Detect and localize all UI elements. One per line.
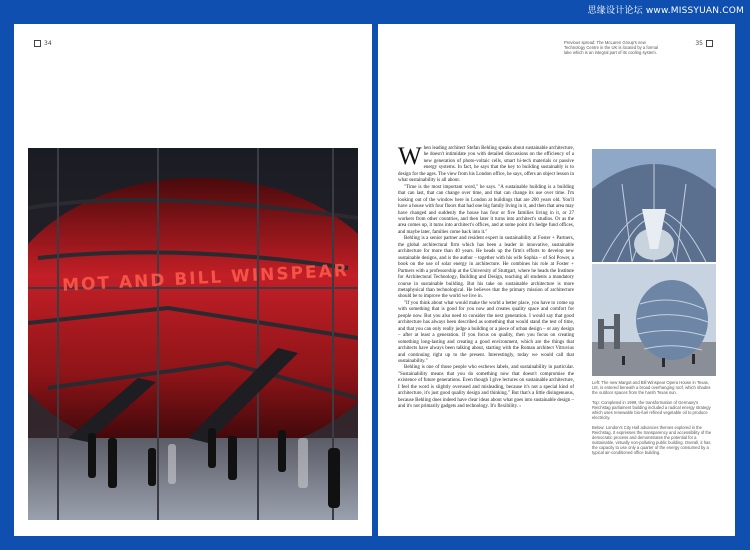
opera-house-signage: MOT AND BILL WINSPEAR — [61, 260, 350, 296]
article-paragraph: "Time is the most important word," he says. "A sustainable building is a building that can last, that can change over time, and that can change its use over time. I'm looking out of the window here in London at buildings that are 200 years old. You'll have a house with four floors that had one big family living in it, and then that area may have changed and suddenly the house has four or five families living in it, or 27 workers from other countries, and then later it turns into architect's studios. Or as the area comes up, it turns into architect's offices, and at some point it's hedge fund offices, and maybe later, families come back into it." — [398, 184, 574, 235]
opera-house-illustration — [28, 148, 358, 520]
opera-house-photo — [28, 148, 358, 520]
photo-captions — [592, 380, 716, 460]
reichstag-dome-illustration — [592, 149, 716, 262]
city-hall-illustration — [592, 264, 716, 376]
previous-spread-caption: Previous spread: The McLaren Group's new Technology Centre in the UK is located by a formal lake which is an integral part of its cooling system. — [564, 40, 659, 56]
page-number-right-text: 35 — [695, 40, 703, 47]
folio-icon — [34, 40, 41, 47]
drop-cap: W — [398, 143, 422, 170]
caption-top: Top: Completed in 1999, the transformation of Germany's Reichstag parliament building included a radical energy strategy which uses renewable bio-fuel refined vegetable oil to produce electricity. — [592, 400, 711, 420]
article-paragraph: Behling is one of those people who eschews labels, and sustainability in particular. "Sustainability means that you do something now that doesn't compromise the existence of future generations. Even though I give lectures on sustainable architecture, I feel the word is slightly overused and misleading, because it's not a special kind of architecture, it's just good quality design and thinking." But that's a little disingenuous, because Behling does indeed have clear ideas about what goes into sustainable design – and it's not primarily gadgets and technology. It's flexibility. › — [398, 365, 574, 410]
article-paragraph: When leading architect Stefan Behling speaks about sustainable architecture, he doesn't intimidate you with detailed discussions on the efficiency of a new generation of photo-voltaic cells, smart hi-tech materials or passive energy systems. In fact, he says that the key to building sustainably is to design for the ages. The view from his London office, he says, offers an object lesson in what sustainability is all about. — [398, 143, 574, 184]
london-city-hall-photo — [592, 264, 716, 376]
article-paragraph: Behling is a senior partner and resident expert in sustainability at Foster + Partners, the global architectural firm which has been a leader in innovative, sustainable architecture for more than 40 years. He heads up the firm's efforts to develop new sustainable designs, and is the author – together with his wife Sophia – of Sol Power, a book on the use of solar energy in architecture. He combines his role at Foster + Partners with a professorship at the University of Stuttgart, where he heads the Institute for Architectural Technology, Building and Design, teaching all students a mandatory course in sustainable building. But his take on sustainable architecture is more metaphysical than technological. He believes that the primary mission of architecture should be to improve the world we live in. — [398, 236, 574, 300]
article-body — [398, 143, 574, 411]
page-number-left — [34, 40, 52, 47]
page-number-right — [695, 40, 713, 47]
left-page — [14, 24, 372, 536]
reichstag-dome-photo — [592, 149, 716, 262]
folio-icon — [706, 40, 713, 47]
caption-below: Below: London's City Hall advances themes explored in the Reichstag. It expresses the transparency and accessibility of the democratic process and demonstrates the potential for a sustainable, virtually non-polluting public building. Overall, it has the capacity to use only a quarter of the energy consumed by a typical air-conditioned office building. — [592, 425, 712, 455]
page-number-left-text: 34 — [44, 40, 52, 47]
right-page — [378, 24, 735, 536]
caption-left: Left: The new Margot and Bill Winspear Opera House in Texas, US, is entered beneath a broad overhanging roof, which shades the outdoor spaces from the harsh Texas sun. — [592, 380, 711, 395]
watermark-text: 思缘设计论坛 www.MISSYUAN.COM — [587, 6, 744, 16]
article-paragraph: "If you think about what would make the world a better place, you have to come up with something that is good for you now and creates quality space and comfort for people now. But you also need to consider the next generation. I would say that good architecture has always been described as something that would stand the test of time, and that you can only really judge a building or a piece of urban design – or any design – after at least a generation. If you focus on quality, then you focus on creating something long-lasting and creating a good environment, which are the things that architects have always been talking about, starting with the Roman architect Vitruvius and continuing right up to the present. Interestingly, today we would call that sustainability." — [398, 300, 574, 364]
